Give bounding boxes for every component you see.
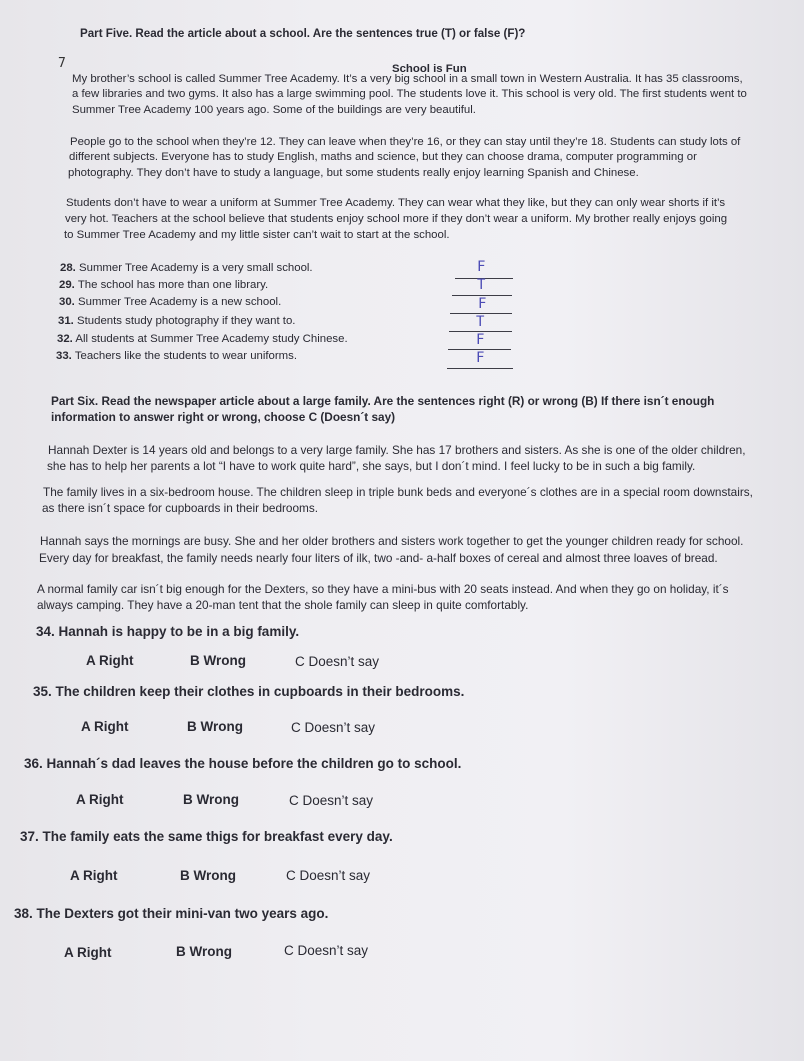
statement-32 — [57, 332, 348, 348]
statement-text: Teachers like the students to wear uniforms. — [74, 350, 298, 362]
question-36 — [24, 756, 461, 771]
part6-heading: Part Six. Read the newspaper article about a large family. Are the sentences right (R) or wrong (B) If there isn´t enough — [51, 394, 715, 408]
paragraph-line: Hannah says the mornings are busy. She and her older brothers and sisters work together to get the younger children ready for school. — [40, 534, 744, 548]
statement-31 — [58, 314, 295, 330]
statement-text: Students study photography if they want to. — [77, 315, 296, 327]
paragraph-line: Every day for breakfast, the family needs nearly four liters of ilk, two -and- a-half boxes of cereal and almost three loaves of bread. — [39, 551, 718, 565]
option-a[interactable]: A Right — [70, 868, 118, 883]
option-c[interactable]: C Doesn’t say — [284, 943, 369, 958]
statement-number: 29. — [59, 279, 75, 291]
option-a[interactable]: A Right — [86, 653, 134, 668]
answer-29: T — [477, 277, 486, 293]
question-text: The Dexters got their mini-van two years ago. — [36, 906, 329, 921]
paragraph-line: My brother’s school is called Summer Tree Academy. It’s a very big school in a small town in Western Australia. It has 35 classrooms, — [72, 73, 743, 85]
question-38 — [14, 906, 328, 921]
statement-number: 32. — [57, 333, 73, 345]
paragraph-line: she has to help her parents a lot “I have to work quite hard”, she says, but I don´t mind. I feel lucky to be in such a big family. — [47, 459, 696, 473]
statement-text: Summer Tree Academy is a new school. — [78, 296, 282, 308]
statement-33 — [56, 349, 297, 365]
option-b[interactable]: B Wrong — [190, 653, 246, 668]
question-number: 37. — [20, 829, 39, 844]
statement-28 — [60, 261, 313, 277]
handwritten-mark: 7 — [58, 56, 66, 71]
option-b[interactable]: B Wrong — [183, 792, 239, 807]
question-number: 34. — [36, 624, 55, 639]
question-text: The children keep their clothes in cupboards in their bedrooms. — [55, 684, 465, 699]
paragraph-line: People go to the school when they’re 12. They can leave when they’re 16, or they can stay until they’re 18. Students can study lots of — [70, 136, 741, 148]
statement-text: All students at Summer Tree Academy study Chinese. — [75, 333, 348, 345]
statement-30 — [59, 295, 281, 311]
option-c[interactable]: C Doesn’t say — [291, 720, 376, 735]
option-b[interactable]: B Wrong — [187, 719, 243, 734]
paragraph-line: different subjects. Everyone has to study English, maths and science, but they can choose drama, computer programming or — [69, 151, 697, 163]
paragraph-line: Summer Tree Academy 100 years ago. Some of the buildings are very beautiful. — [72, 104, 476, 116]
option-a[interactable]: A Right — [64, 945, 112, 960]
option-a[interactable]: A Right — [76, 792, 124, 807]
question-number: 38. — [14, 906, 33, 921]
answer-28: F — [477, 259, 486, 275]
question-number: 36. — [24, 756, 43, 771]
answer-30: F — [478, 296, 487, 312]
question-text: The family eats the same thigs for breakfast every day. — [42, 829, 393, 844]
question-text: Hannah´s dad leaves the house before the children go to school. — [46, 756, 462, 771]
option-c[interactable]: C Doesn’t say — [295, 654, 380, 669]
statement-text: Summer Tree Academy is a very small school. — [79, 262, 313, 274]
answer-31: T — [476, 314, 485, 330]
option-c[interactable]: C Doesn’t say — [289, 793, 374, 808]
option-a[interactable]: A Right — [81, 719, 129, 734]
statement-number: 33. — [56, 350, 72, 362]
option-b[interactable]: B Wrong — [180, 868, 236, 883]
question-text: Hannah is happy to be in a big family. — [58, 624, 300, 639]
paragraph-line: A normal family car isn´t big enough for the Dexters, so they have a mini-bus with 20 seats instead. And when they go on holiday, it´s — [37, 582, 729, 596]
article-title: School is Fun — [392, 63, 467, 75]
statement-number: 30. — [59, 296, 75, 308]
question-number: 35. — [33, 684, 52, 699]
paragraph-line: always camping. They have a 20-man tent that the shole family can sleep in quite comfortably. — [37, 598, 529, 612]
part5-heading: Part Five. Read the article about a school. Are the sentences true (T) or false (F)? — [80, 27, 526, 40]
paragraph-line: very hot. Teachers at the school believe that students enjoy school more if they don’t wear a uniform. My brother really enjoys going — [65, 213, 728, 225]
option-c[interactable]: C Doesn’t say — [286, 868, 371, 883]
statement-text: The school has more than one library. — [77, 279, 269, 291]
question-34 — [36, 624, 299, 639]
option-b[interactable]: B Wrong — [176, 944, 232, 959]
statement-29 — [59, 278, 268, 294]
paragraph-line: photography. They don’t have to study a language, but some students really enjoy learning Spanish and Chinese. — [68, 167, 639, 179]
question-37 — [20, 829, 393, 844]
paragraph-line: Hannah Dexter is 14 years old and belongs to a very large family. She has 17 brothers and sisters. As she is one of the older children, — [48, 443, 746, 457]
paragraph-line: Students don’t have to wear a uniform at Summer Tree Academy. They can wear what they like, but they can only wear shorts if it’s — [66, 197, 726, 209]
part6-heading-cont: information to answer right or wrong, choose C (Doesn´t say) — [51, 410, 396, 424]
paragraph-line: a few libraries and two gyms. It also has a large swimming pool. The students love it. This school is very old. The first students went to — [72, 88, 747, 100]
answer-32: F — [476, 332, 485, 348]
answer-line — [447, 368, 513, 369]
paragraph-line: to Summer Tree Academy and my little sister can’t wait to start at the school. — [64, 229, 450, 241]
statement-number: 28. — [60, 262, 76, 274]
paragraph-line: as there isn´t space for cupboards in their bedrooms. — [42, 501, 319, 515]
statement-number: 31. — [58, 315, 74, 327]
answer-33: F — [476, 350, 485, 366]
paragraph-line: The family lives in a six-bedroom house. The children sleep in triple bunk beds and everyone´s clothes are in a special room downstairs, — [43, 485, 753, 499]
question-35 — [33, 684, 464, 699]
